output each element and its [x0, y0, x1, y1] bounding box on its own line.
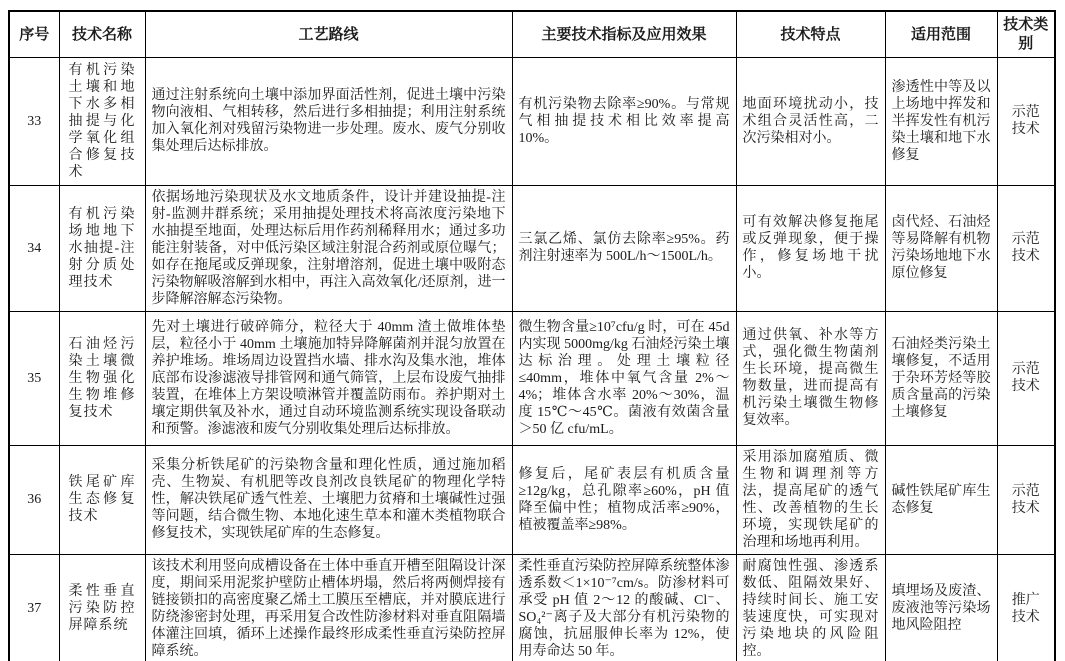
cell-scope: 填埋场及废渣、废液池等污染场地风险阻控 — [885, 554, 997, 661]
cell-category: 推广技术 — [997, 554, 1055, 661]
cell-category: 示范技术 — [997, 57, 1055, 185]
cell-process-route: 依据场地污染现状及水文地质条件，设计并建设抽提-注射-监测井群系统；采用抽提处理技术将高浓度污染地下水抽提至地面，处理达标后用作药剂稀释用水；通过多功能注射装备，对中低污染区域注射混合药剂或原位曝气；如存在拖尾或反弹现象，注射增溶剂，促进土壤中吸附态污染物解吸溶解到水相中，再注入高效氧化/还原剂，进一步降解溶解态污染物。 — [145, 185, 512, 311]
table-row — [9, 445, 1055, 554]
cell-indicators: 有机污染物去除率≥90%。与常规气相抽提技术相比效率提高 10%。 — [512, 57, 736, 185]
column-header-category: 技术类别 — [997, 11, 1055, 57]
table-row — [9, 185, 1055, 311]
column-header-name: 技术名称 — [59, 11, 145, 57]
column-header-features: 技术特点 — [736, 11, 885, 57]
cell-no: 36 — [9, 445, 59, 554]
column-header-scope: 适用范围 — [885, 11, 997, 57]
cell-category: 示范技术 — [997, 445, 1055, 554]
cell-process-route: 先对土壤进行破碎筛分，粒径大于 40mm 渣土做堆体垫层，粒径小于 40mm 土壤施加特异降解菌剂并混匀放置在养护堆场。堆场周边设置挡水墙、排水沟及集水池，堆体底部布设渗滤液导排管网和通气筛管，上层布设废气抽排装置，在堆体上方架设喷淋管并覆盖防雨布。养护期对土壤定期供氧及补水，通过自动环境监测系统实现设备联动和预警。渗滤液和废气分别收集处理后达标排放。 — [145, 311, 512, 445]
cell-scope: 石油烃类污染土壤修复，不适用于杂环芳烃等胶质含量高的污染土壤修复 — [885, 311, 997, 445]
header-row — [9, 11, 1055, 57]
cell-features: 可有效解决修复拖尾或反弹现象，便于操作，修复场地干扰小。 — [736, 185, 885, 311]
table-row — [9, 311, 1055, 445]
table-row — [9, 554, 1055, 661]
cell-scope: 碱性铁尾矿库生态修复 — [885, 445, 997, 554]
cell-process-route: 采集分析铁尾矿的污染物含量和理化性质，通过施加稻壳、生物炭、有机肥等改良剂改良铁尾矿的物理化学特性，解决铁尾矿透气性差、土壤肥力贫瘠和土壤碱性过强等问题，结合微生物、本地化速生草本和灌木类植物联合修复技术，实现铁尾矿库的生态修复。 — [145, 445, 512, 554]
cell-process-route: 该技术利用竖向成槽设备在土体中垂直开槽至阻隔设计深度，期间采用泥浆护壁防止槽体坍塌，然后将两侧焊接有链接锁扣的高密度聚乙烯土工膜压至槽底，并对膜底进行防绕渗密封处理，再采用复合改性防渗材料对垂直阻隔墙体灌注回填，循环上述操作最终形成柔性垂直污染防控屏障系统。 — [145, 554, 512, 661]
cell-scope: 渗透性中等及以上场地中挥发和半挥发性有机污染土壤和地下水修复 — [885, 57, 997, 185]
column-header-indicators: 主要技术指标及应用效果 — [512, 11, 736, 57]
cell-tech-name: 石油烃污染土壤微生物强化生物堆修复技术 — [59, 311, 145, 445]
cell-no: 35 — [9, 311, 59, 445]
cell-tech-name: 有机污染场地地下水抽提-注射分质处理技术 — [59, 185, 145, 311]
cell-no: 37 — [9, 554, 59, 661]
column-header-no: 序号 — [9, 11, 59, 57]
cell-features: 耐腐蚀性强、渗透系数低、阻隔效果好、持续时间长、施工安装速度快，可实现对污染地块的风险阻控。 — [736, 554, 885, 661]
cell-category: 示范技术 — [997, 311, 1055, 445]
cell-scope: 卤代烃、石油烃等易降解有机物污染场地地下水原位修复 — [885, 185, 997, 311]
cell-tech-name: 铁尾矿库生态修复技术 — [59, 445, 145, 554]
cell-no: 34 — [9, 185, 59, 311]
cell-features: 地面环境扰动小，技术组合灵活性高，二次污染相对小。 — [736, 57, 885, 185]
cell-no: 33 — [9, 57, 59, 185]
cell-features: 通过供氧、补水等方式，强化微生物菌剂生长环境，提高微生物数量，进而提高有机污染土壤微生物修复效率。 — [736, 311, 885, 445]
cell-indicators: 微生物含量≥10⁷cfu/g 时，可在 45d 内实现 5000mg/kg 石油烃污染土壤达标治理。处理土壤粒径≤40mm，堆体中氧气含量 2%～4%；堆体含水率 20%～30%，温度 15℃～45℃。菌液有效菌含量＞50 亿 cfu/mL。 — [512, 311, 736, 445]
tech-table — [8, 10, 1056, 661]
column-header-process: 工艺路线 — [145, 11, 512, 57]
cell-tech-name: 有机污染土壤和地下水多相抽提与化学氧化组合修复技术 — [59, 57, 145, 185]
table-row — [9, 57, 1055, 185]
cell-category: 示范技术 — [997, 185, 1055, 311]
cell-process-route: 通过注射系统向土壤中添加界面活性剂，促进土壤中污染物向液相、气相转移，然后进行多相抽提；利用注射系统加入氧化剂对残留污染物进一步处理。废水、废气分别收集处理后达标排放。 — [145, 57, 512, 185]
cell-indicators: 三氯乙烯、氯仿去除率≥95%。药剂注射速率为 500L/h～1500L/h。 — [512, 185, 736, 311]
cell-tech-name: 柔性垂直污染防控屏障系统 — [59, 554, 145, 661]
cell-indicators: 柔性垂直污染防控屏障系统整体渗透系数＜1×10⁻⁷cm/s。防渗材料可承受 pH 值 2～12 的酸碱、Cl⁻、SO₄²⁻离子及大部分有机污染物的腐蚀，抗屈服伸长率为 12%，使用寿命达 50 年。 — [512, 554, 736, 661]
cell-indicators: 修复后，尾矿表层有机质含量≥12g/kg，总孔隙率≥60%，pH 值降至偏中性；植物成活率≥90%，植被覆盖率≥98%。 — [512, 445, 736, 554]
cell-features: 采用添加腐殖质、微生物和调理剂等方法，提高尾矿的透气性、改善植物的生长环境，实现铁尾矿的治理和场地再利用。 — [736, 445, 885, 554]
